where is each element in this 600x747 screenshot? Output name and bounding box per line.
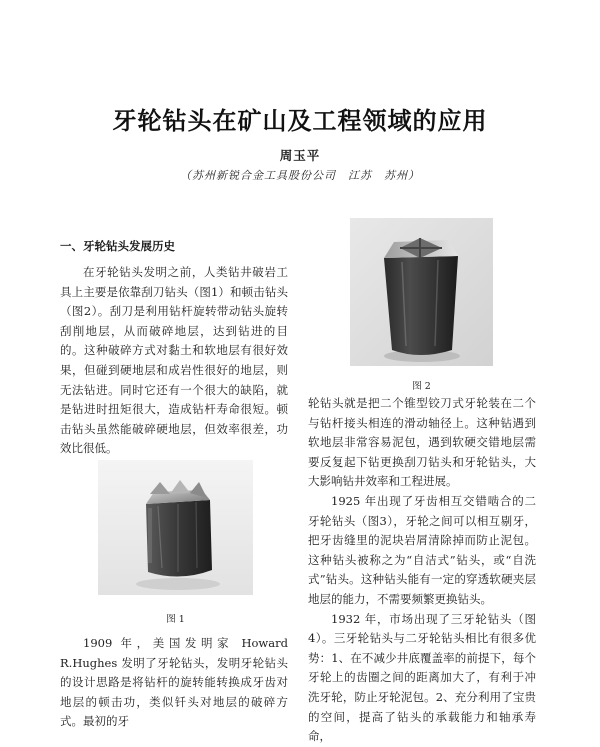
article-affiliation: （苏州新锐合金工具股份公司 江苏 苏州） [180,169,420,182]
left-column-lower [60,634,288,732]
right-paragraph-3: 1932 年，市场出现了三牙轮钻头（图4）。三牙轮钻头与二牙轮钻头相比有很多优势：1、在不减少井底覆盖率的前提下，每个牙轮上的齿圈之间的距离加大了，有利于冲洗牙轮，防止牙轮泥包。2、充分利用了宝贵的空间，提高了钻头的承载能力和轴承寿命， [308,611,536,744]
right-paragraph-2: 1925 年出现了牙齿相互交错啮合的二牙轮钻头（图3），牙轮之间可以相互剔牙，把牙齿缝里的泥块岩屑清除掉而防止泥包。这种钻头被称之为“自洁式”钻头，或“自洗式”钻头。这种钻头能有一定的穿透软硬夹层地层的能力，不需要频繁更换钻头。 [308,493,536,606]
figure-2-caption: 图 2 [412,381,431,392]
hughes-paragraph: 1909 年，美国发明家 Howard R.Hughes 发明了牙轮钻头，发明牙轮钻头的设计思路是将钻杆的旋转能转换成牙齿对地层的顿击功，类似钎头对地层的破碎方式。最初的牙 [60,636,288,729]
left-column-upper [60,263,288,459]
figure-2-percussion-bit-photo [350,218,493,366]
intro-paragraph: 在牙轮钻头发明之前，人类钻井破岩工具上主要是依靠刮刀钻头（图1）和顿击钻头（图2）。刮刀是利用钻杆旋转带动钻头旋转刮削地层，从而破碎地层，达到钻进的目的。这种破碎方式对黏土和软地层有很好效果，但碰到硬地层和成岩性很好的地层，则无法钻进。同时它还有一个很大的缺陷，就是钻进时扭矩很大，造成钻杆寿命很短。顿击钻头虽然能破碎硬地层，但效率很差，功效比很低。 [60,265,288,456]
article-title: 牙轮钻头在矿山及工程领域的应用 [112,106,488,135]
figure-1-caption: 图 1 [166,614,185,625]
right-paragraph-1: 轮钻头就是把二个锥型铰刀式牙轮装在二个与钻杆接头相连的滑动轴径上。这种钻遇到软地层非常容易泥包，遇到软硬交错地层需要反复起下钻更换刮刀钻头和牙轮钻头，大大影响钻井效率和工程进展。 [308,396,536,489]
article-author: 周玉平 [279,148,321,163]
section-heading: 一、牙轮钻头发展历史 [60,239,175,253]
figure-1-drag-bit-photo [98,460,253,595]
right-column [308,394,536,747]
